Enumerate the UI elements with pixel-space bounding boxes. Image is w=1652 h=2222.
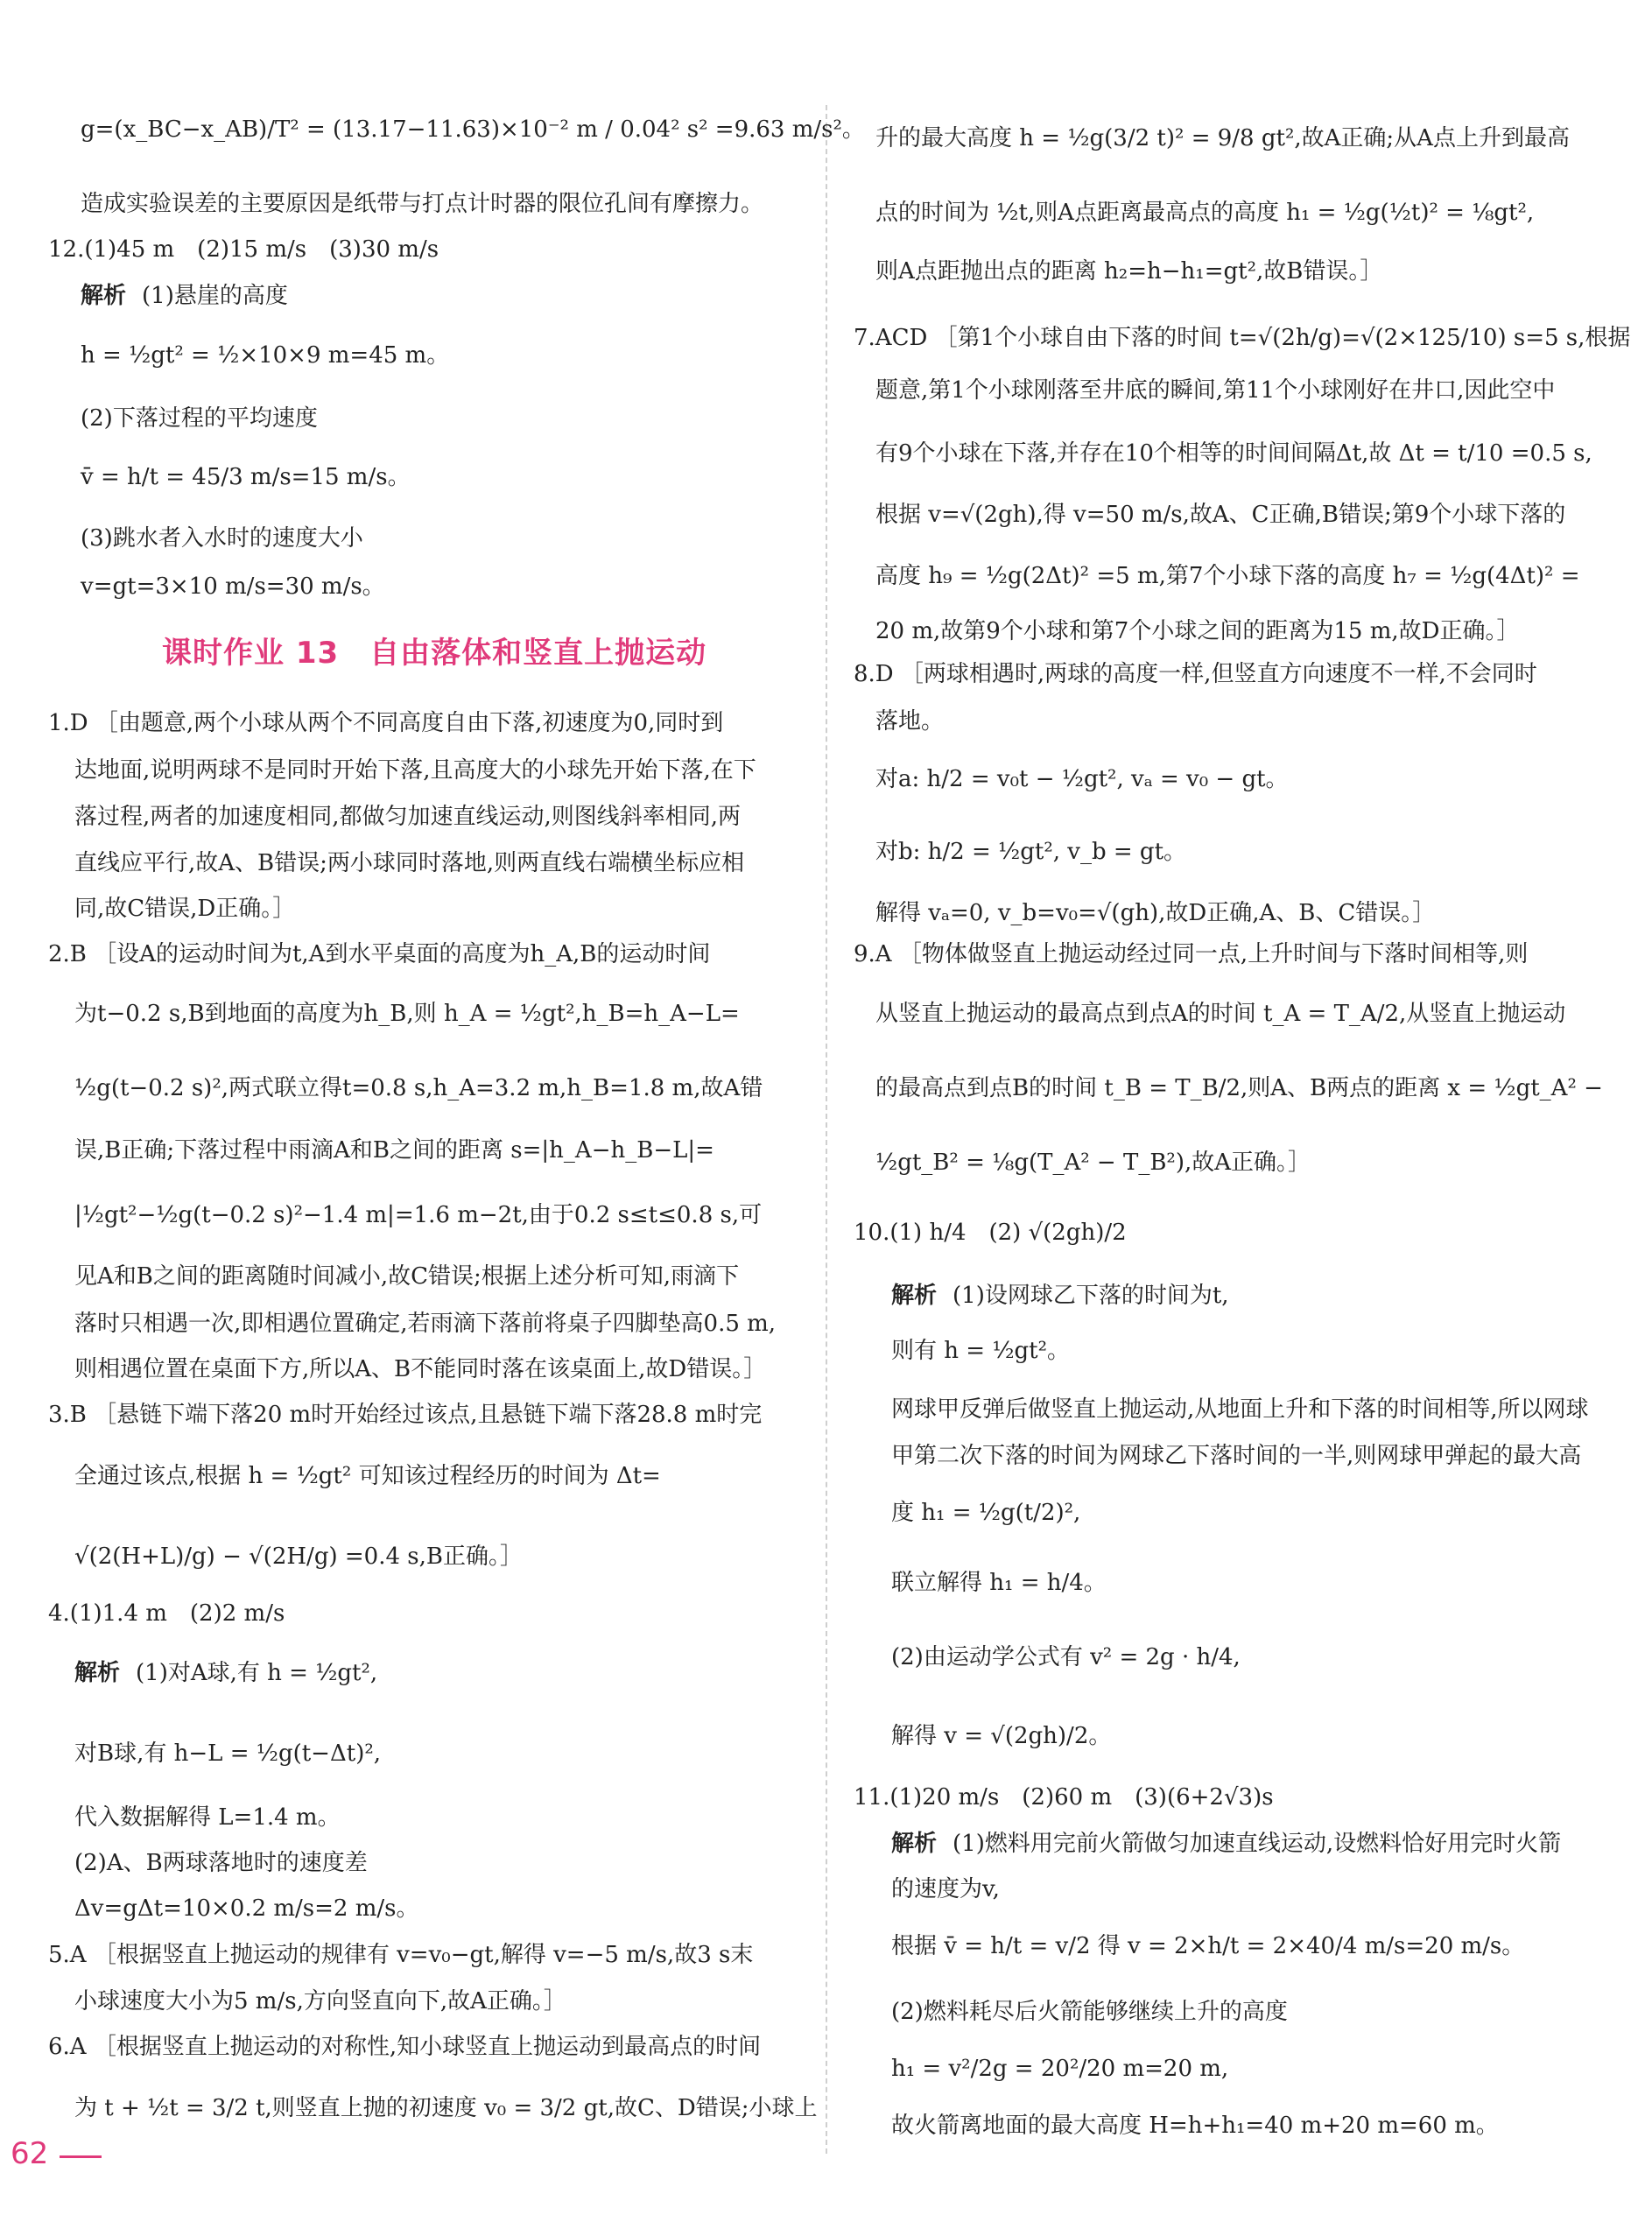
right-text-line: 从竖直上抛运动的最高点到点A的时间 t_A = T_A/2,从竖直上抛运动 [875,1001,1566,1027]
section-title: 课时作业 13 自由落体和竖直上抛运动 [162,636,707,671]
analysis-text: (1)悬崖的高度 [142,283,288,309]
right-text-line: 故火箭离地面的最大高度 H=h+h₁=40 m+20 m=60 m。 [891,2113,1499,2139]
left-text-line: 2.B ［设A的运动时间为t,A到水平桌面的高度为h_A,B的运动时间 [48,941,711,967]
left-text-line: 直线应平行,故A、B错误;两小球同时落地,则两直线右端横坐标应相 [74,850,745,876]
left-text-line: 对B球,有 h−L = ½g(t−Δt)², [74,1740,382,1767]
right-text-line: 联立解得 h₁ = h/4。 [891,1570,1107,1596]
left-text-line: 见A和B之间的距离随时间减小,故C错误;根据上述分析可知,雨滴下 [74,1263,740,1290]
left-text-line: 6.A ［根据竖直上抛运动的对称性,知小球竖直上抛运动到最高点的时间 [48,2034,762,2060]
analysis-label: 解析 [891,1283,938,1309]
right-text-line: 的最高点到点B的时间 t_B = T_B/2,则A、B两点的距离 x = ½gt_A² − [875,1075,1603,1101]
left-text-line: 则相遇位置在桌面下方,所以A、B不能同时落在该桌面上,故D错误。］ [74,1356,767,1382]
page-number-rule [60,2155,102,2158]
right-text-line: 10.(1) h/4 (2) √(2gh)/2 [854,1220,1127,1246]
left-text-line: 为t−0.2 s,B到地面的高度为h_B,则 h_A = ½gt²,h_B=h_A−L= [74,1001,740,1027]
left-text-line: 1.D ［由题意,两个小球从两个不同高度自由下落,初速度为0,同时到 [48,710,724,736]
right-text-line: 网球甲反弹后做竖直上抛运动,从地面上升和下落的时间相等,所以网球 [891,1396,1589,1423]
right-text-line: 根据 v̄ = h/t = v/2 得 v = 2×h/t = 2×40/4 m/s=20 m/s。 [891,1933,1525,1959]
left-text-line: 4.(1)1.4 m (2)2 m/s [48,1600,285,1627]
right-text-line: 20 m,故第9个小球和第7个小球之间的距离为15 m,故D正确。］ [875,618,1520,644]
right-text-line: 解得 v = √(2gh)/2。 [891,1723,1112,1749]
right-text-line: 甲第二次下落的时间为网球乙下落时间的一半,则网球甲弹起的最大高 [891,1443,1582,1469]
right-text-line: 题意,第1个小球刚落至井底的瞬间,第11个小球刚好在井口,因此空中 [875,377,1556,404]
right-text-line: 7.ACD ［第1个小球自由下落的时间 t=√(2h/g)=√(2×125/10) s=5 s,根据 [854,325,1631,351]
right-text-line: h₁ = v²/2g = 20²/20 m=20 m, [891,2056,1229,2082]
left-text-line: 达地面,说明两球不是同时开始下落,且高度大的小球先开始下落,在下 [74,757,756,784]
column-divider [826,105,827,2154]
right-text-line: ½gt_B² = ⅛g(T_A² − T_B²),故A正确。］ [875,1150,1311,1176]
right-text-line [891,1828,1561,1860]
left-text-line: ½g(t−0.2 s)²,两式联立得t=0.8 s,h_A=3.2 m,h_B=1.8 m,故A错 [74,1075,763,1101]
right-text-line: (2)燃料耗尽后火箭能够继续上升的高度 [891,1999,1288,2025]
right-text-line: 解得 vₐ=0, v_b=v₀=√(gh),故D正确,A、B、C错误。］ [875,900,1436,926]
left-text-line: v̄ = h/t = 45/3 m/s=15 m/s。 [81,464,411,490]
left-text-line: g=(x_BC−x_AB)/T² = (13.17−11.63)×10⁻² m / 0.04² s² =9.63 m/s²。 [81,116,865,143]
analysis-text: (1)设网球乙下落的时间为t, [953,1283,1229,1309]
left-text-line: |½gt²−½g(t−0.2 s)²−1.4 m|=1.6 m−2t,由于0.2 s≤t≤0.8 s,可 [74,1202,763,1228]
right-text-line: 高度 h₉ = ½g(2Δt)² =5 m,第7个小球下落的高度 h₇ = ½g(4Δt)² = [875,563,1580,589]
left-text-line: v=gt=3×10 m/s=30 m/s。 [81,573,385,600]
right-text-line: (2)由运动学公式有 v² = 2g · h/4, [891,1644,1241,1670]
left-text-line: 3.B ［悬链下端下落20 m时开始经过该点,且悬链下端下落28.8 m时完 [48,1402,763,1428]
analysis-text: (1)燃料用完前火箭做匀加速直线运动,设燃料恰好用完时火箭 [953,1831,1562,1857]
analysis-text: (1)对A球,有 h = ½gt², [136,1660,378,1686]
right-text-line: 则A点距抛出点的距离 h₂=h−h₁=gt²,故B错误。］ [875,258,1383,285]
left-text-line: 同,故C错误,D正确。］ [74,896,296,922]
right-text-line: 8.D ［两球相遇时,两球的高度一样,但竖直方向速度不一样,不会同时 [854,661,1537,687]
right-text-line: 升的最大高度 h = ½g(3/2 t)² = 9/8 gt²,故A正确;从A点上升到最高 [875,125,1570,151]
analysis-label: 解析 [74,1660,121,1686]
left-text-line: 代入数据解得 L=1.4 m。 [74,1804,341,1831]
left-text-line: 为 t + ½t = 3/2 t,则竖直上抛的初速度 v₀ = 3/2 gt,故C、D错误;小球上 [74,2095,818,2121]
left-text-line: 误,B正确;下落过程中雨滴A和B之间的距离 s=|h_A−h_B−L|= [74,1137,714,1164]
right-text-line: 9.A ［物体做竖直上抛运动经过同一点,上升时间与下落时间相等,则 [854,941,1529,967]
left-text-line: 造成实验误差的主要原因是纸带与打点计时器的限位孔间有摩擦力。 [81,191,764,217]
left-text-line: (3)跳水者入水时的速度大小 [81,525,363,552]
right-text-line: 11.(1)20 m/s (2)60 m (3)(6+2√3)s [854,1784,1274,1811]
right-text-line: 则有 h = ½gt²。 [891,1338,1071,1364]
right-text-line: 度 h₁ = ½g(t/2)², [891,1500,1081,1526]
left-text-line: 落过程,两者的加速度相同,都做匀加速直线运动,则图线斜率相同,两 [74,804,742,830]
left-text-line [74,1657,377,1689]
right-text-line: 的速度为v, [891,1876,1000,1902]
page-number: 62 [11,2136,49,2171]
left-text-line: h = ½gt² = ½×10×9 m=45 m。 [81,342,450,369]
analysis-label: 解析 [81,283,127,309]
left-text-line: 小球速度大小为5 m/s,方向竖直向下,故A正确。］ [74,1988,566,2015]
left-text-line: √(2(H+L)/g) − √(2H/g) =0.4 s,B正确。］ [74,1543,523,1570]
right-text-line [891,1280,1229,1311]
left-text-line: (2)下落过程的平均速度 [81,405,318,432]
right-text-line: 对a: h/2 = v₀t − ½gt², vₐ = v₀ − gt。 [875,766,1289,792]
left-text-line [81,280,288,312]
left-text-line: (2)A、B两球落地时的速度差 [74,1850,368,1876]
left-text-line: 5.A ［根据竖直上抛运动的规律有 v=v₀−gt,解得 v=−5 m/s,故3 s末 [48,1942,754,1968]
right-text-line: 对b: h/2 = ½gt², v_b = gt。 [875,839,1187,865]
left-text-line: Δv=gΔt=10×0.2 m/s=2 m/s。 [74,1895,419,1922]
right-text-line: 有9个小球在下落,并存在10个相等的时间间隔Δt,故 Δt = t/10 =0.5 s, [875,440,1592,467]
right-text-line: 点的时间为 ½t,则A点距离最高点的高度 h₁ = ½g(½t)² = ⅛gt², [875,200,1535,226]
analysis-label: 解析 [891,1831,938,1857]
left-text-line: 12.(1)45 m (2)15 m/s (3)30 m/s [48,236,439,263]
left-text-line: 全通过该点,根据 h = ½gt² 可知该过程经历的时间为 Δt= [74,1463,661,1489]
left-text-line: 落时只相遇一次,即相遇位置确定,若雨滴下落前将桌子四脚垫高0.5 m, [74,1311,777,1337]
right-text-line: 根据 v=√(2gh),得 v=50 m/s,故A、C正确,B错误;第9个小球下落的 [875,502,1566,528]
right-text-line: 落地。 [875,708,945,735]
